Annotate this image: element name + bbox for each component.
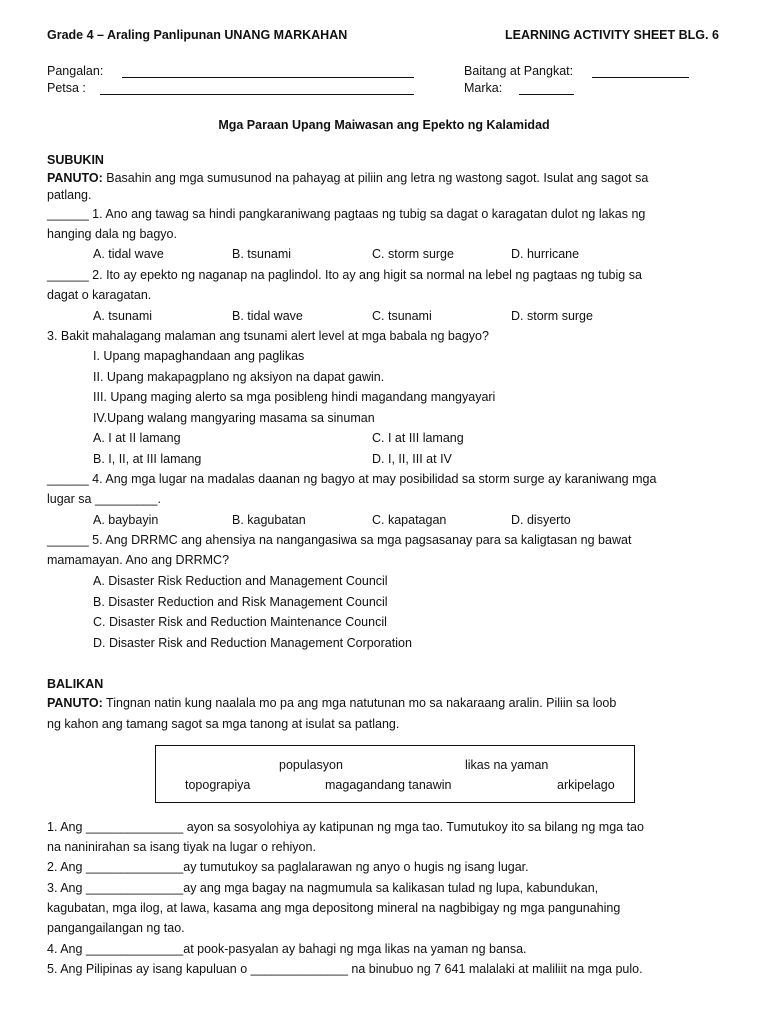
name-label: Pangalan: (47, 64, 104, 78)
q4-choice-d: D. disyerto (511, 513, 571, 527)
balikan-item-4: 4. Ang ______________at pook-pasyalan ay bahagi ng mga likas na yaman ng bansa. (47, 942, 527, 956)
question-3: 3. Bakit mahalagang malaman ang tsunami alert level at mga babala ng bagyo? (47, 329, 489, 343)
subukin-directions-cont: patlang. (47, 188, 92, 202)
name-field[interactable] (122, 77, 414, 78)
word-topograpiya: topograpiya (185, 778, 251, 792)
balikan-item-5: 5. Ang Pilipinas ay isang kapuluan o ______________ na binubuo ng 7 641 malalaki at maliliit na mga pulo. (47, 962, 643, 976)
q3-choice-a: A. I at II lamang (93, 431, 181, 445)
directions-text: Basahin ang mga sumusunod na pahayag at piliin ang letra ng wastong sagot. Isulat ang sagot sa (102, 171, 649, 185)
header-grade-subject: Grade 4 – Araling Panlipunan UNANG MARKAHAN (47, 28, 348, 42)
balikan-item-2: 2. Ang ______________ay tumutukoy sa paglalarawan ng anyo o hugis ng isang lugar. (47, 860, 529, 874)
subukin-heading: SUBUKIN (47, 153, 104, 167)
q3-statement-i: I. Upang mapaghandaan ang paglikas (93, 349, 305, 363)
word-populasyon: populasyon (279, 758, 343, 772)
header-activity-number: LEARNING ACTIVITY SHEET BLG. 6 (505, 28, 719, 42)
q4-choice-b: B. kagubatan (232, 513, 306, 527)
grade-section-label: Baitang at Pangkat: (464, 64, 574, 78)
balikan-item-3-cont1: kagubatan, mga ilog, at lawa, kasama ang mga depositong mineral na nagbibigay ng mga pangunahing (47, 901, 621, 915)
q1-choice-d: D. hurricane (511, 247, 580, 261)
word-magagandang-tanawin: magagandang tanawin (325, 778, 452, 792)
question-5: ______ 5. Ang DRRMC ang ahensiya na nangangasiwa sa mga pagsasanay para sa kaligtasan ng bawat (47, 533, 632, 547)
score-field[interactable] (519, 94, 574, 95)
q5-choice-b: B. Disaster Reduction and Risk Management Council (93, 595, 388, 609)
date-field[interactable] (100, 94, 414, 95)
balikan-item-3-cont2: pangangailangan ng tao. (47, 921, 185, 935)
balikan-directions-cont: ng kahon ang tamang sagot sa mga tanong at isulat sa patlang. (47, 717, 400, 731)
grade-section-field[interactable] (592, 77, 689, 78)
q2-choice-c: C. tsunami (372, 309, 432, 323)
question-2: ______ 2. Ito ay epekto ng naganap na paglindol. Ito ay ang higit sa normal na lebel ng pagtaas ng tubig sa (47, 268, 642, 282)
q2-choice-d: D. storm surge (511, 309, 593, 323)
word-box (155, 745, 635, 803)
q3-statement-ii: II. Upang makapagplano ng aksiyon na dapat gawin. (93, 370, 385, 384)
q1-choice-c: C. storm surge (372, 247, 454, 261)
q3-statement-iii: III. Upang maging alerto sa mga posibleng hindi magandang mangyayari (93, 390, 496, 404)
balikan-item-1-cont: na naninirahan sa isang tiyak na lugar o rehiyon. (47, 840, 316, 854)
question-1: ______ 1. Ano ang tawag sa hindi pangkaraniwang pagtaas ng tubig sa dagat o karagatan dulot ng lakas ng (47, 207, 646, 221)
question-1-cont: hanging dala ng bagyo. (47, 227, 177, 241)
question-2-cont: dagat o karagatan. (47, 288, 152, 302)
balikan-item-1: 1. Ang ______________ ayon sa sosyolohiya ay katipunan ng mga tao. Tumutukoy ito sa bilang ng mga tao (47, 820, 644, 834)
balikan-heading: BALIKAN (47, 677, 104, 691)
q3-choice-b: B. I, II, at III lamang (93, 452, 202, 466)
q1-choice-a: A. tidal wave (93, 247, 164, 261)
q4-choice-a: A. baybayin (93, 513, 159, 527)
score-label: Marka: (464, 81, 503, 95)
date-label: Petsa : (47, 81, 86, 95)
word-likas-na-yaman: likas na yaman (465, 758, 549, 772)
q1-choice-b: B. tsunami (232, 247, 292, 261)
question-5-cont: mamamayan. Ano ang DRRMC? (47, 553, 230, 567)
q2-choice-b: B. tidal wave (232, 309, 303, 323)
q4-choice-c: C. kapatagan (372, 513, 447, 527)
q5-choice-c: C. Disaster Risk and Reduction Maintenance Council (93, 615, 387, 629)
q5-choice-d: D. Disaster Risk and Reduction Management Corporation (93, 636, 412, 650)
q3-choice-d: D. I, II, III at IV (372, 452, 452, 466)
q2-choice-a: A. tsunami (93, 309, 153, 323)
directions-label: PANUTO: (47, 171, 103, 185)
q3-statement-iv: IV.Upang walang mangyaring masama sa sinuman (93, 411, 375, 425)
balikan-directions (47, 695, 616, 711)
balikan-item-3: 3. Ang ______________ay ang mga bagay na nagmumula sa kalikasan tulad ng lupa, kabundukan, (47, 881, 599, 895)
question-4: ______ 4. Ang mga lugar na madalas daanan ng bagyo at may posibilidad sa storm surge ay karaniwang mga (47, 472, 657, 486)
balikan-directions-label: PANUTO: (47, 696, 103, 710)
subukin-directions (47, 170, 648, 186)
question-4-cont: lugar sa _________. (47, 492, 161, 506)
q5-choice-a: A. Disaster Risk Reduction and Management Council (93, 574, 388, 588)
balikan-directions-text: Tingnan natin kung naalala mo pa ang mga natutunan mo sa nakaraang aralin. Piliin sa loob (102, 696, 617, 710)
word-arkipelago: arkipelago (557, 778, 615, 792)
q3-choice-c: C. I at III lamang (372, 431, 464, 445)
page-title: Mga Paraan Upang Maiwasan ang Epekto ng Kalamidad (218, 118, 550, 132)
